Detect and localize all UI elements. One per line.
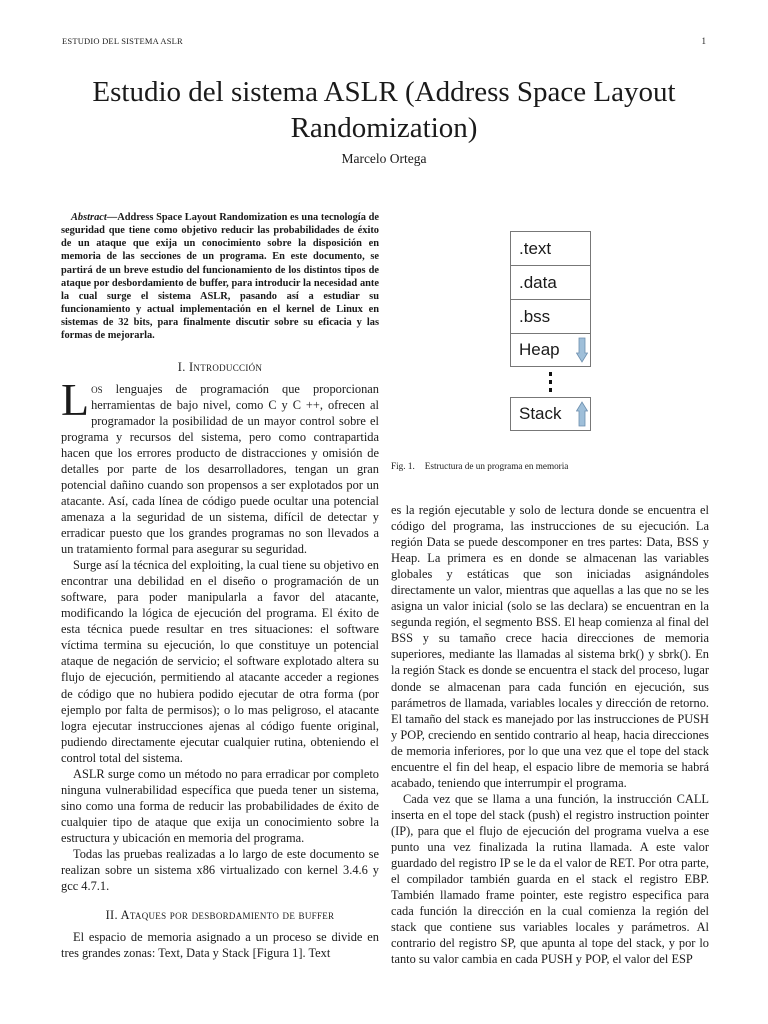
ellipsis-dots <box>510 367 591 397</box>
figure-caption-text: Estructura de un programa en memoria <box>424 461 569 471</box>
segment-heap <box>510 333 591 367</box>
segment-bss <box>510 299 591 333</box>
intro-paragraph-4: Todas las pruebas realizadas a lo largo de este documento se realizan sobre un sistema x86 virtualizado con kernel 3.4.6 y gcc 4.7.1. <box>61 846 379 894</box>
segment-text <box>510 231 591 265</box>
segment-text-label: .text <box>519 238 552 258</box>
abstract <box>61 211 379 343</box>
abstract-label: Abstract <box>71 212 107 223</box>
section-heading-ataques: II. Ataques por desbordamiento de buffer <box>105 908 335 923</box>
arrow-up-icon <box>576 401 588 427</box>
abstract-text: —Address Space Layout Randomization es una tecnología de seguridad que tiene como objetivo reducir las probabilidades de éxito de un ataque que exija un conocimiento sobre la disposición en memoria de las secciones de un programa. En este documento, se partirá de un breve estudio del funcionamiento de los distintos tipos de ataque por desbordamiento de buffer, para introducir la necesidad ante la cual surge el sistema ASLR, pasando así a estudiar su funcionamiento y actual implementación en el kernel de Linux en sistemas de 32 bits, para finalmente discutir sobre su eficacia y las formas de mejorarla. <box>61 212 379 342</box>
right-column <box>391 502 709 967</box>
left-column <box>61 211 379 961</box>
segment-data-label: .data <box>519 272 557 292</box>
intro-paragraph-1-text: lenguajes de programación que proporcionan herramientas de bajo nivel, como C y C ++, ofrecen al programador la posibilidad de un mayor control sobre el programa y recursos del sistema, pero como contrapartida hacen que los errores producto de distracciones y omisión de detalles por parte de los desarrolladores, tengan un gran potencial dañino cuando son propensos a ser explotados por un atacante. Así, cada línea de código puede ocultar una potencial amenaza a la seguridad de un sistema, difícil de detectar y erradicar puesto que los grandes programas no son llevados a un tratamiento formal para asegurar su seguridad. <box>61 381 379 557</box>
segment-data <box>510 265 591 299</box>
arrow-down-icon <box>576 337 588 363</box>
figure-caption-label: Fig. 1. <box>391 461 415 471</box>
segment-stack-label: Stack <box>519 404 562 423</box>
right-paragraph-2: Cada vez que se llama a una función, la instrucción CALL inserta en el tope del stack (push) el registro instruction pointer (IP), para que el flujo de ejecución del programa vuelva a ese punto una vez finalizada la rutina llamada. A este valor guardado del registro IP se le da el valor de RET. Por otra parte, el compilador también guarda en el stack el registro EBP. También llamado frame pointer, este registro especifica para cada función la dirección en la cual comienza la región del stack que contiene sus variables locales y parámetros. Al contrario del registro SP, que apunta al tope del stack, y por lo tanto su valor cambia en cada PUSH y POP, el valor del ESP <box>391 791 709 967</box>
segment-bss-label: .bss <box>519 306 551 326</box>
segment-stack <box>510 397 591 431</box>
author-name: Marcelo Ortega <box>341 151 427 166</box>
right-paragraph-1: es la región ejecutable y solo de lectura donde se encuentra el código del programa, las instrucciones de su ejecución. La región Data se puede descomponer en tres partes: Data, BSS y Heap. La primera es en donde se almacenan las variables globales y estáticas que son iniciadas asignándoles directamente un valor, mientras que aquellas a las que no se les asigna un valor inicial (solo se las declara) se encuentran en la segunda región, el segmento BSS. El heap comienza al final del BSS y su tamaño crece hacia direcciones de memoria superiores, mediante las llamadas al sistema brk() y sbrk(). En la región Stack es donde se encuentra el stack del proceso, lugar donde se almacenan para cada función en ejecución, sus parámetros de llamada, variables locales y dirección de retorno. El tamaño del stack es manejado por las instrucciones de PUSH y POP, creciendo en sentido contrario al heap, hacia direcciones de memoria inferiores, por lo que una vez que el tope del stack encuentre el fin del heap, el espacio libre de memoria se habrá acabado, teniendo que interrumpir el programa. <box>391 503 709 790</box>
memory-layout-figure <box>510 231 593 431</box>
page-number: 1 <box>701 36 706 46</box>
intro-first-word: Los <box>61 373 103 425</box>
intro-paragraph-2: Surge así la técnica del exploiting, la cual tiene su objetivo en encontrar una debilidad en el diseño o programación de un software, para poder manipularla a favor del atacante, modificando la lógica de ejecución del programa. El éxito de esta técnica puede resultar en tres situaciones: el software víctima termina su ejecución, lo que constituye un potencial ataque de negación de servicio; el software explotado altera su flujo de ejecución, permitiendo al atacante acceder a regiones de código que no hubiera podido ejecutar de otra forma (por ejemplo por falta de permisos); o lo mas peligroso, el atacante logra ejecutar instrucciones ajenas al código fuente original, pudiendo directamente ejecutar cualquier rutina, obteniendo el control total del sistema. <box>61 558 380 765</box>
ataques-paragraph-1: El espacio de memoria asignado a un proceso se divide en tres grandes zonas: Text, Data y Stack [Figura 1]. Text <box>61 930 379 961</box>
intro-paragraph-1 <box>61 373 379 558</box>
running-head: ESTUDIO DEL SISTEMA ASLR <box>62 36 183 46</box>
paper-title: Estudio del sistema ASLR (Address Space Layout Randomization) <box>92 76 676 144</box>
section-heading-introduccion: I. Introducción <box>177 359 263 374</box>
figure-caption <box>391 461 568 471</box>
segment-heap-label: Heap <box>519 340 560 359</box>
intro-paragraph-3: ASLR surge como un método no para erradicar por completo ninguna vulnerabilidad específica que pueda tener un sistema, sino como una forma de reducir las probabilidades de éxito de cualquier tipo de ataque que exija un conocimiento sobre la estructura y ubicación en memoria del programa. <box>61 766 379 845</box>
